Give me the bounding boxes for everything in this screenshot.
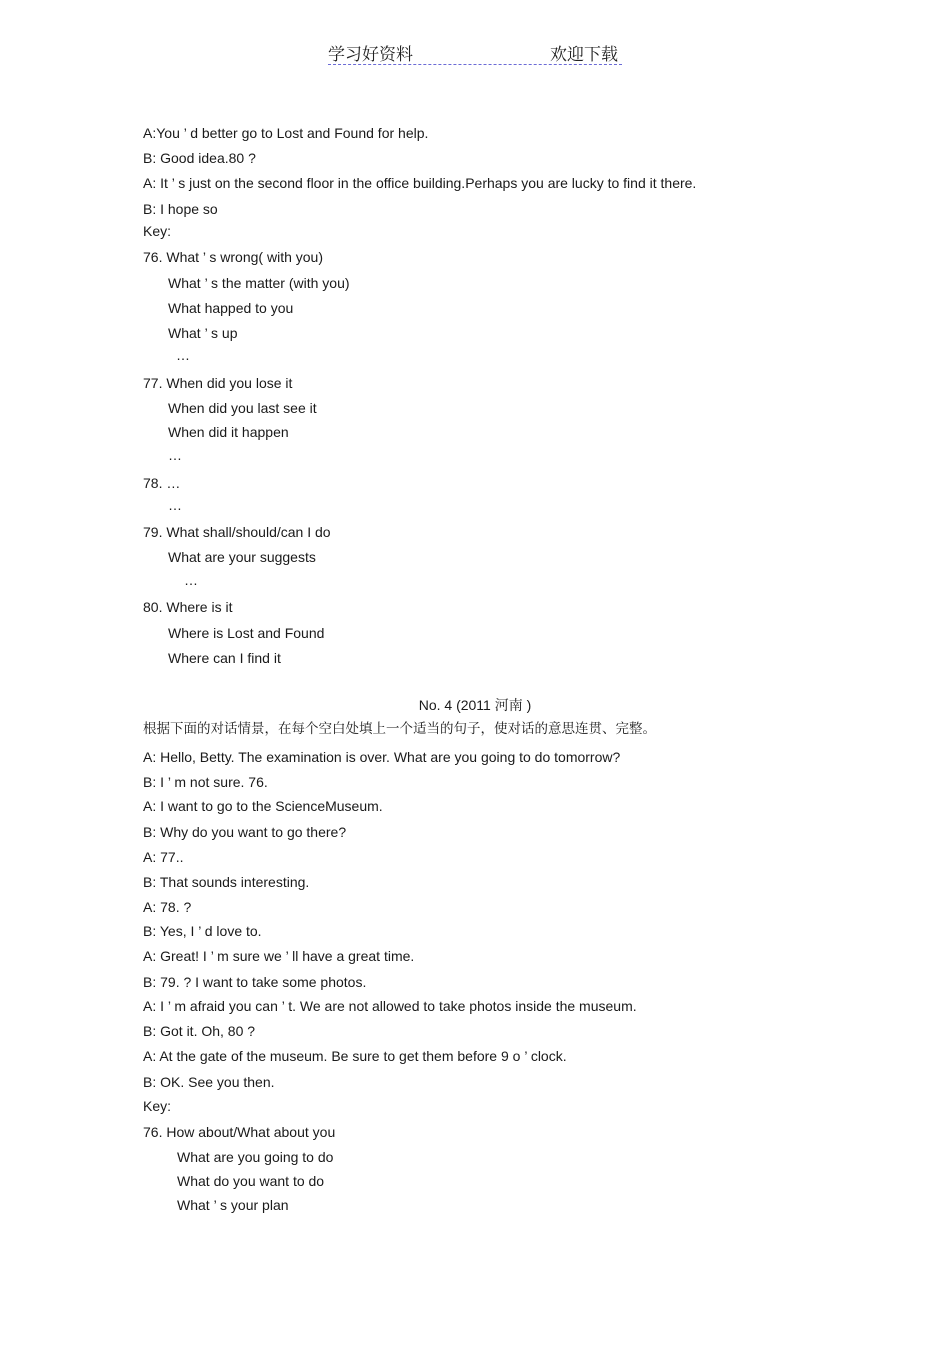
- key-answer: 78. …: [143, 475, 181, 491]
- dialogue-line: B: Why do you want to go there?: [143, 824, 347, 840]
- key-answer: 76. What ’ s wrong( with you): [143, 249, 323, 265]
- key-answer: What happed to you: [168, 300, 294, 316]
- dialogue-line: A: It ’ s just on the second floor in the office building.Perhaps you are lucky to find it there.: [143, 175, 697, 191]
- dialogue-line: A:You ’ d better go to Lost and Found for help.: [143, 125, 429, 141]
- key-answer: What are you going to do: [177, 1149, 334, 1165]
- key-answer: What do you want to do: [177, 1173, 325, 1189]
- dialogue-line: A: I want to go to the ScienceMuseum.: [143, 798, 383, 814]
- header-right-text: 欢迎下载: [550, 45, 618, 65]
- key-answer: Where can I find it: [168, 650, 281, 666]
- dialogue-line: A: I ’ m afraid you can ’ t. We are not allowed to take photos inside the museum.: [143, 998, 637, 1014]
- key-answer: What ’ s up: [168, 325, 238, 341]
- key-ellipsis: …: [176, 347, 190, 363]
- dialogue-line: B: OK. See you then.: [143, 1074, 275, 1090]
- key-answer: 77. When did you lose it: [143, 375, 293, 391]
- header-left-text: 学习好资料: [328, 45, 413, 65]
- key-ellipsis: …: [184, 572, 198, 588]
- key-answer: When did you last see it: [168, 400, 317, 416]
- dialogue-line: B: Good idea.80 ?: [143, 150, 256, 166]
- key-label: Key:: [143, 223, 172, 239]
- dialogue-line: A: 77..: [143, 849, 184, 865]
- dialogue-line: B: I hope so: [143, 201, 218, 217]
- dialogue-line: B: I ’ m not sure. 76.: [143, 774, 268, 790]
- key-answer: 79. What shall/should/can I do: [143, 524, 331, 540]
- key-answer: What ’ s your plan: [177, 1197, 289, 1213]
- instruction-text: 根据下面的对话情景，在每个空白处填上一个适当的句子，使对话的意思连贯、完整。: [143, 721, 656, 737]
- key-answer: Where is Lost and Found: [168, 625, 325, 641]
- key-answer: When did it happen: [168, 424, 289, 440]
- dialogue-line: A: Great! I ’ m sure we ’ ll have a great time.: [143, 948, 415, 964]
- dialogue-line: A: Hello, Betty. The examination is over. What are you going to do tomorrow?: [143, 749, 621, 765]
- dialogue-line: A: At the gate of the museum. Be sure to get them before 9 o ’ clock.: [143, 1048, 567, 1064]
- dialogue-line: B: That sounds interesting.: [143, 874, 310, 890]
- key-label: Key:: [143, 1098, 172, 1114]
- section-title: No. 4 (2011 河南 ): [418, 697, 532, 713]
- dialogue-line: B: Yes, I ’ d love to.: [143, 923, 262, 939]
- key-answer: What are your suggests: [168, 549, 316, 565]
- dialogue-line: B: 79. ? I want to take some photos.: [143, 974, 367, 990]
- dialogue-line: A: 78. ?: [143, 899, 192, 915]
- key-ellipsis: …: [168, 497, 182, 513]
- page-header: [328, 40, 622, 65]
- key-answer: 80. Where is it: [143, 599, 233, 615]
- key-answer: 76. How about/What about you: [143, 1124, 336, 1140]
- key-answer: What ’ s the matter (with you): [168, 275, 350, 291]
- dialogue-line: B: Got it. Oh, 80 ?: [143, 1023, 256, 1039]
- key-ellipsis: …: [168, 447, 182, 463]
